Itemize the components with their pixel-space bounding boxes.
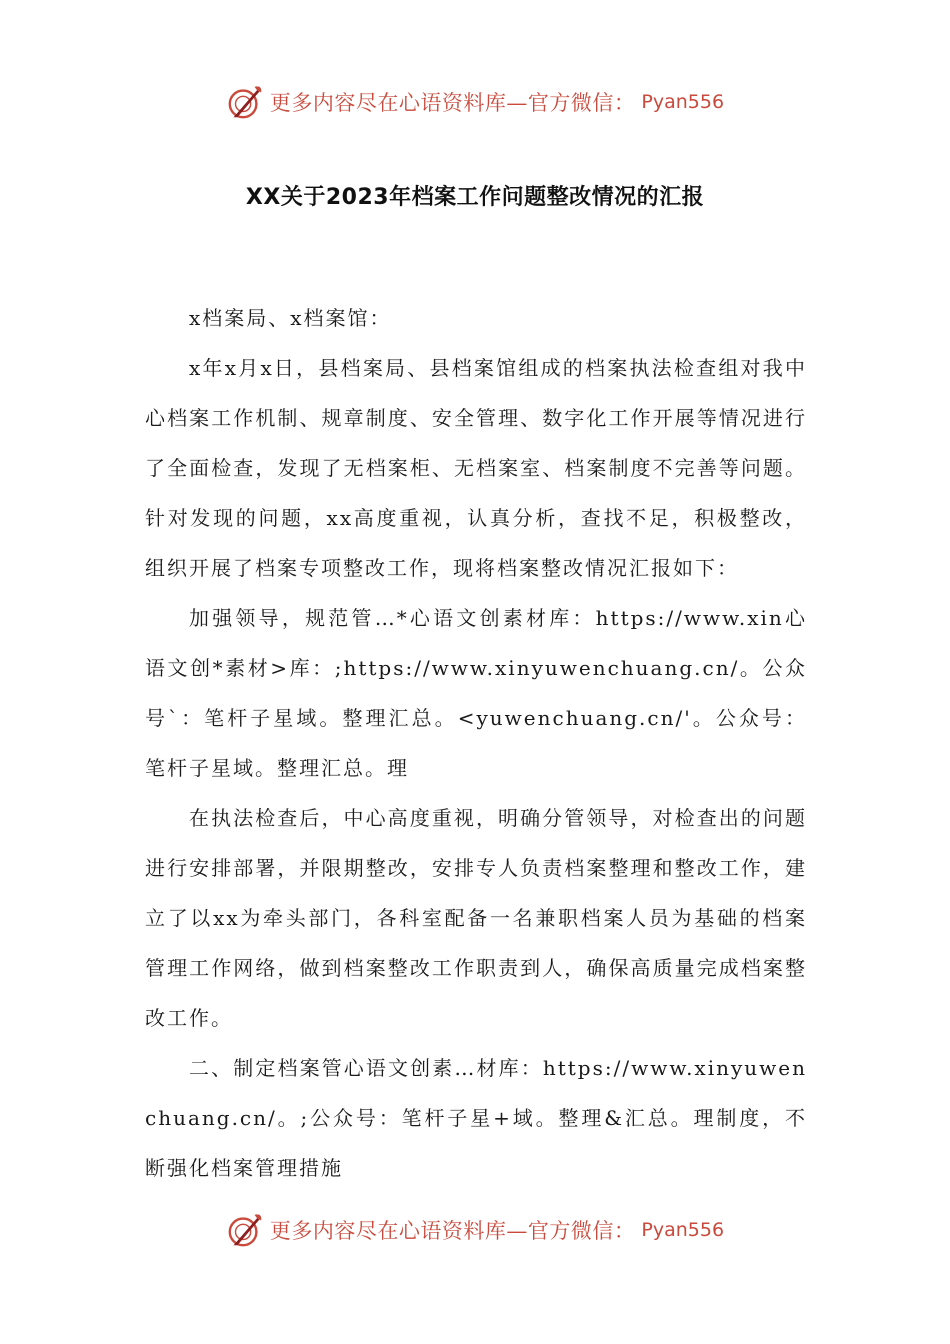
body-paragraph: 二、制定档案管心语文创素…材库：https://www.xinyuwenchuang.cn/。;公众号：笔杆子星+域。整理&汇总。理制度，不断强化档案管理措施 (145, 1056, 807, 1180)
header-banner (0, 80, 950, 124)
body-paragraph: 在执法检查后，中心高度重视，明确分管领导，对检查出的问题进行安排部署，并限期整改，安排专人负责档案整理和整改工作，建立了以xx为牵头部门，各科室配备一名兼职档案人员为基础的档案管理工作网络，做到档案整改工作职责到人，确保高质量完成档案整改工作。 (145, 806, 807, 1030)
body-paragraph: x年x月x日，县档案局、县档案馆组成的档案执法检查组对我中心档案工作机制、规章制度、安全管理、数字化工作开展等情况进行了全面检查，发现了无档案柜、无档案室、档案制度不完善等问题。针对发现的问题，xx高度重视，认真分析，查找不足，积极整改，组织开展了档案专项整改工作，现将档案整改情况汇报如下： (145, 356, 807, 580)
salutation: x档案局、x档案馆： (189, 306, 392, 330)
banner-brand-text: 更多内容尽在心语资料库—官方微信： (269, 1219, 636, 1243)
footer-banner (0, 1208, 950, 1252)
body-paragraph: 加强领导，规范管…*心语文创素材库：https://www.xin心语文创*素材>库：;https://www.xinyuwenchuang.cn/。公众号`：笔杆子星域。整理汇总。<yuwenchuang.cn/'。公众号：笔杆子星域。整理汇总。理 (145, 606, 807, 780)
banner-contact-id: Pyan556 (641, 1219, 725, 1241)
banner-contact-id: Pyan556 (641, 91, 725, 113)
banner-brand-text: 更多内容尽在心语资料库—官方微信： (269, 91, 636, 115)
quill-pen-logo-icon (226, 1211, 264, 1249)
document-title: XX关于2023年档案工作问题整改情况的汇报 (245, 185, 705, 210)
document-body (145, 293, 807, 1193)
quill-pen-logo-icon (226, 83, 264, 121)
